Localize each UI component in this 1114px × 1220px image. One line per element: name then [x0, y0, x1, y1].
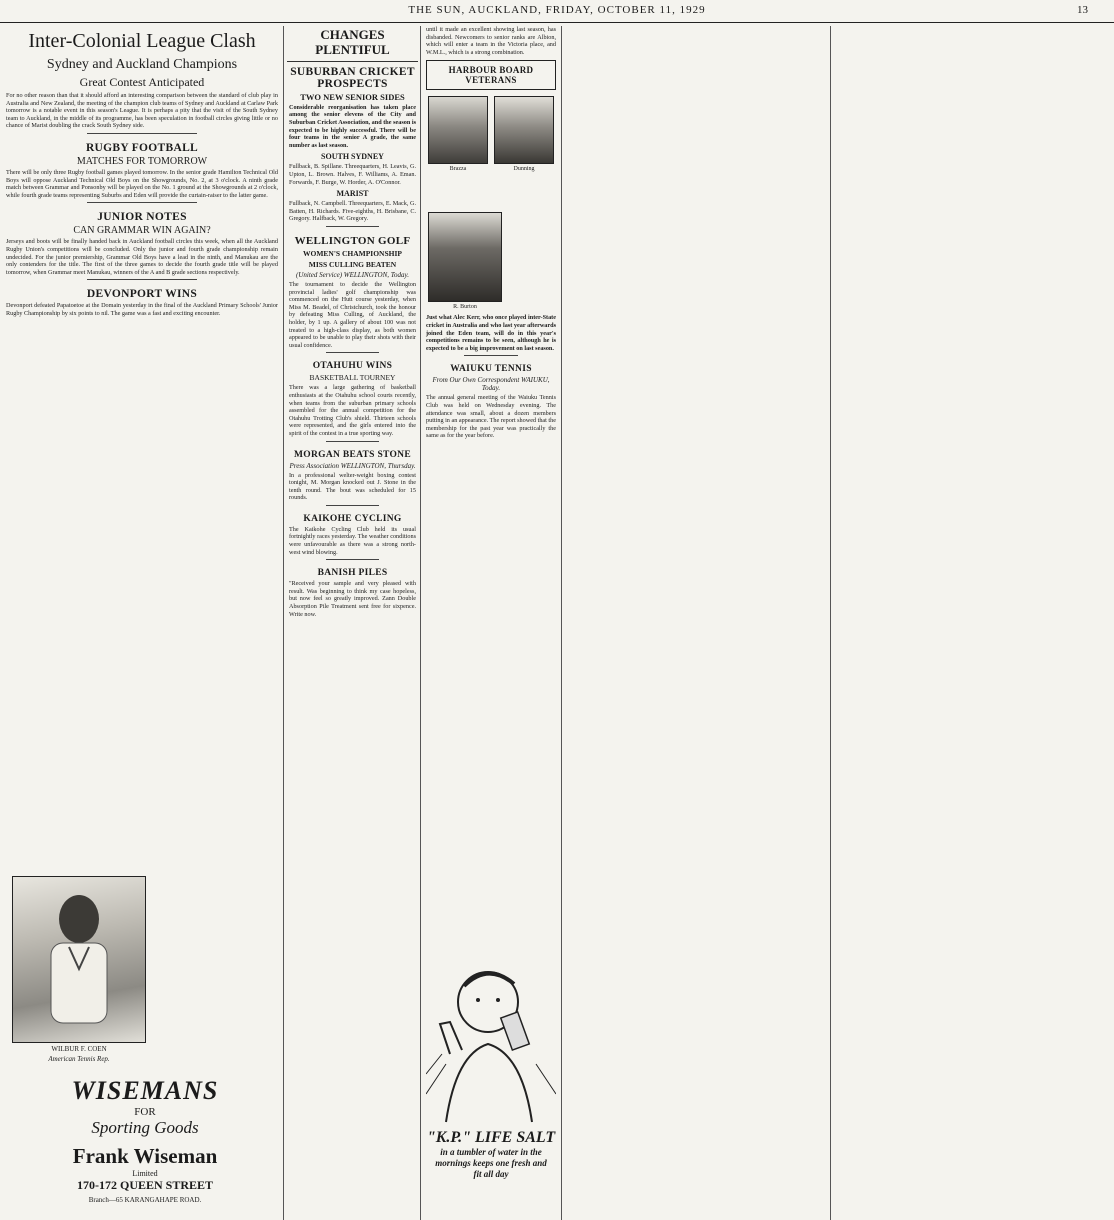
column-3 — [424, 26, 558, 1216]
article-text: Fullback, N. Campbell. Threequarters, E. Mack, G. Batten, H. Richards. Five-eighths, H. Brisbane, C. Gregory. Halfback, W. Gregory. — [289, 200, 416, 223]
article-text: Fullback, B. Spillane. Threequarters, H. Leavis, G. Upton, L. Brown. Halves, F. Williams, A. Eman. Forwards, F. Burge, W. Horder, A. O'Connor. — [289, 163, 416, 186]
section-subheading: MISS CULLING BEATEN — [308, 260, 397, 269]
divider — [87, 133, 197, 134]
article-text: Just what Alec Kerr, who once played inter-State cricket in Australia and who last year afterwards joined the Eden team, will do in this year's competitions remains to be seen, although he is expected to be a big improvement on last season. — [426, 314, 556, 352]
portrait-photo — [428, 212, 502, 302]
dateline: Press Association WELLINGTON, Thursday. — [289, 461, 416, 470]
subhead-champions: Sydney and Auckland Champions — [46, 57, 238, 72]
kp-life-salt-ad — [426, 944, 556, 1204]
column-rule — [830, 26, 831, 1220]
section-heading: BANISH PILES — [317, 568, 388, 579]
kp-brand: "K.P." LIFE SALT — [426, 1129, 556, 1146]
section-heading: JUNIOR NOTES — [97, 211, 187, 224]
section-heading: WELLINGTON GOLF — [294, 235, 411, 247]
section-heading: OTAHUHU WINS — [312, 361, 393, 372]
subhead-cricket: SUBURBAN CRICKET PROSPECTS — [290, 65, 415, 90]
article-text: In a professional welter-weight boxing contest tonight, M. Morgan knocked out J. Stone in the tenth round. The bout was scheduled for 15 rounds. — [289, 471, 416, 502]
article-text: There was a large gathering of basketball enthusiasts at the Otahuhu school courts recently, when teams from the suburban primary schools assembled for the annual competition for the Otahuhu Trotting Club's shield. Thirteen schools were represented, and the girls entered into the spirit of the contest in a true sporting way. — [289, 384, 416, 437]
photo-block-brazza — [428, 96, 488, 172]
portrait-photo — [428, 96, 488, 164]
section-heading: RUGBY FOOTBALL — [85, 142, 199, 155]
section-heading: SOUTH SYDNEY — [321, 152, 384, 162]
article-text: Considerable reorganisation has taken place among the senior elevens of the City and Suburban Cricket Association, and the season is expected to be highly successful. There will be four teams in the senior A grade, the same number as last season. — [289, 103, 416, 149]
column-1 — [4, 26, 280, 1216]
section-heading: MARIST — [336, 189, 369, 199]
article-text: The tournament to decide the Wellington provincial ladies' golf championship was commenced on the Hutt course yesterday, when Miss M. Beadel, of Christchurch, took the honour by defeating Miss Culling, of Auckland, the holder, by 1 up. A gallery of about 100 was not treated to a high-class display, as both women appeared to be unable to play their shots with their usual confidence. — [289, 281, 416, 349]
photo-caption: R. Burton — [453, 304, 477, 311]
column-2 — [287, 26, 418, 1216]
subhead-senior: TWO NEW SENIOR SIDES — [300, 91, 405, 102]
wisemans-name: WISEMANS — [71, 1076, 219, 1105]
section-subheading: WOMEN'S CHAMPIONSHIP — [303, 249, 402, 258]
kp-slogan: in a tumbler of water in the mornings keeps one fresh and fit all day — [435, 1147, 547, 1179]
photo-block-dunning — [494, 96, 554, 172]
article-text: The annual general meeting of the Waiuku Tennis Club was held on Wednesday evening. The attendance was small, about a dozen members putting in an appearance. The report showed that the membership for the past year was practically the same as for the year before. — [426, 394, 556, 440]
veterans-photos — [428, 96, 554, 172]
divider — [326, 441, 378, 442]
headline-league-clash: Inter-Colonial League Clash — [28, 30, 256, 52]
article-text: "Received your sample and very pleased with result. Was beginning to think my case hopeless, but now feel so greatly improved. Zann Double Absorption Pile Treatment sent free for sixpence. Write now. — [289, 580, 416, 618]
section-heading: HARBOUR BOARD VETERANS — [448, 65, 534, 86]
photo-caption-sub: American Tennis Rep. — [48, 1055, 110, 1063]
divider — [326, 352, 378, 353]
section-heading: KAIKOHE CYCLING — [303, 513, 402, 524]
section-subheading: CAN GRAMMAR WIN AGAIN? — [73, 225, 211, 237]
article-text: Devonport defeated Papatoetoe at the Domain yesterday in the final of the Auckland Primary Schools' Junior Rugby Championship by six points to nil. The game was a fast and exciting encounter. — [6, 302, 278, 317]
wisemans-branch: Branch—65 KARANGAHAPE ROAD. — [88, 1196, 202, 1204]
portrait-photo — [494, 96, 554, 164]
section-heading: MORGAN BEATS STONE — [294, 449, 411, 460]
divider — [87, 279, 197, 280]
coen-photo-block — [12, 876, 146, 1063]
wisemans-ad — [14, 1076, 276, 1204]
column-rule — [420, 26, 421, 1220]
divider — [87, 202, 197, 203]
page-number: 13 — [1077, 4, 1088, 16]
section-heading: DEVONPORT WINS — [86, 288, 198, 301]
section-subheading: BASKETBALL TOURNEY — [309, 373, 396, 383]
man-drinking-icon — [426, 944, 556, 1124]
photo-block-burton — [428, 212, 502, 310]
masthead-title: THE SUN, AUCKLAND, FRIDAY, OCTOBER 11, 1929 — [408, 4, 706, 16]
article-text: For no other reason than that it should afford an interesting comparison between the standard of club play in Australia and New Zealand, the meeting of the champion club teams of Sydney and Auckland at Carlaw Park tomorrow is a notable event in this season's League. It is perhaps a pity that the visit of the South Sydney team to Auckland, in the middle of its programme, has been speculation in football circles giving little or no chance of Marist doubling the crack South Sydney side. — [6, 92, 278, 130]
dateline: (United Service) WELLINGTON, Today. — [296, 271, 409, 279]
headline-changes: CHANGES PLENTIFUL — [287, 28, 418, 62]
article-text: The Kaikohe Cycling Club held its usual fortnightly races yesterday. The weather conditions were unfavourable as there was a strong north-west wind blowing. — [289, 525, 416, 556]
photo-caption: Brazza — [449, 166, 467, 173]
wisemans-for: FOR — [134, 1106, 156, 1118]
article-text: There will be only three Rugby football games played tomorrow. In the senior grade Hamilton Technical Old Boys will oppose Auckland Technical Old Boys on the Showgrounds, No. 2, at 3 o'clock. A ninth grade match between Grammar and Ponsonby will be played on the No. 1 ground at the Showgrounds at 2 o'clock, while fourth grade teams representing Suburbs and Eden will provide the curtain-raiser to the latter game. — [6, 169, 278, 199]
dateline: From Our Own Correspondent WAIUKU, Today. — [432, 376, 550, 393]
photo-caption: WILBUR F. COEN — [51, 1045, 107, 1053]
wisemans-goods: Sporting Goods — [91, 1118, 199, 1137]
column-rule — [561, 26, 562, 1220]
divider — [326, 559, 378, 560]
column-rule — [283, 26, 284, 1220]
divider — [464, 355, 518, 356]
harbour-board-box — [426, 60, 556, 90]
subhead-contest: Great Contest Anticipated — [79, 75, 205, 90]
section-subheading: MATCHES FOR TOMORROW — [76, 156, 208, 168]
divider — [326, 505, 378, 506]
divider — [326, 226, 378, 227]
section-heading: WAIUKU TENNIS — [450, 364, 532, 375]
coen-photo — [12, 876, 146, 1043]
wisemans-limited: Limited — [132, 1169, 158, 1178]
tennis-player-icon — [13, 877, 145, 1040]
article-text: Jerseys and boots will be finally handed back in Auckland football circles this week, when all the Auckland Rugby Union's competitions will be concluded. Only the junior and fourth grade championship remain undecided. For the junior premiership, Grammar Old Boys have a lead in the ninth, and Manukau are the only contenders for the title. The first of the three games to decide the fourth grade title will be played tomorrow, when Grammar meet Manukau, winners of the A and B grade sections respectively. — [6, 238, 278, 276]
masthead — [0, 0, 1114, 23]
wisemans-address: 170-172 QUEEN STREET — [76, 1178, 214, 1192]
photo-caption: Dunning — [513, 166, 535, 173]
article-text: until it made an excellent showing last season, has disbanded. Newcomers to senior ranks are Albion, which will enter a team in the Victoria place, and W.M.L., which is a strong combination. — [426, 26, 556, 56]
wisemans-person: Frank Wiseman — [72, 1144, 218, 1168]
